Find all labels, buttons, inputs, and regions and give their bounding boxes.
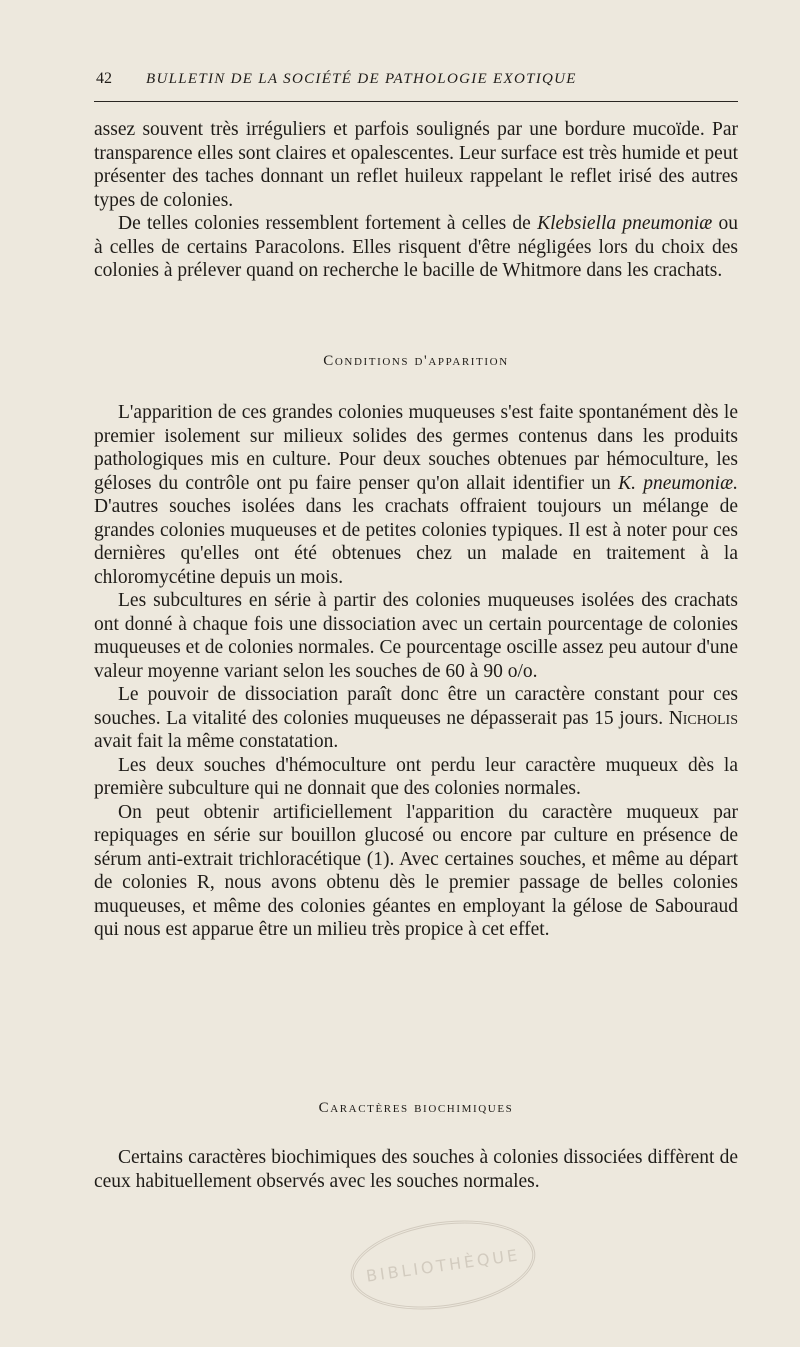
paragraph: Les subcultures en série à partir des colonies muqueuses isolées des crachats ont donné à chaque fois une dissociation avec un certain pourcentage de colonies muqueuses et de colonies normales. Ce pourcentage oscille assez peu autour d'une valeur moyenne variant selon les souches de 60 à 90 o/o.	[94, 590, 738, 682]
running-header	[96, 70, 738, 88]
paragraph: Certains caractères biochimiques des souches à colonies dissociées diffèrent de ceux habituellement observés avec les souches normales.	[94, 1147, 738, 1192]
page-number: 42	[96, 70, 112, 87]
species-name: Klebsiella pneumoniæ	[537, 213, 713, 234]
paragraph: Le pouvoir de dissociation paraît donc être un caractère constant pour ces souches. La vitalité des colonies muqueuses ne dépasserait pas 15 jours. Nicholis avait fait la même constatation.	[94, 684, 738, 752]
species-name: K. pneumoniæ.	[618, 472, 738, 494]
paragraph: assez souvent très irréguliers et parfois soulignés par une bordure mucoïde. Par transparence elles sont claires et opalescentes. Leur surface est très humide et peut présenter des taches donnant un reflet huileux rappelant le reflet irisé des autres types de colonies.	[94, 119, 738, 211]
paragraph: Les deux souches d'hémoculture ont perdu leur caractère muqueux dès la première subculture qui ne donnait que des colonies normales.	[94, 754, 738, 799]
journal-title: BULLETIN DE LA SOCIÉTÉ DE PATHOLOGIE EXOTIQUE	[146, 71, 577, 87]
library-stamp	[345, 1209, 541, 1320]
conditions-text	[94, 401, 738, 942]
paragraph: De telles colonies ressemblent fortement à celles de Klebsiella pneumoniæ ou à celles de certains Paracolons. Elles risquent d'être négligées lors du choix des colonies à prélever quand on recherche le bacille de Whitmore dans les crachats.	[94, 213, 739, 281]
stamp-text: BIBLIOTHÈQUE	[364, 1244, 522, 1286]
paragraph: L'apparition de ces grandes colonies muqueuses s'est faite spontanément dès le premier isolement sur milieux solides des germes contenus dans les produits pathologiques mis en culture. Pour deux souches obtenues par hémoculture, les géloses du contrôle ont pu faire penser qu'on allait identifier un K. pneumoniæ. D'autres souches isolées dans les crachats offraient toujours un mélange de grandes colonies muqueuses et de petites colonies typiques. Il est à noter pour ces dernières qu'elles ont été obtenues chez un malade en traitement à la chloromycétine depuis un mois.	[94, 402, 738, 588]
continuation-text	[94, 118, 738, 283]
paragraph: On peut obtenir artificiellement l'apparition du caractère muqueux par repiquages en série sur bouillon glucosé ou encore par culture en présence de sérum anti-extrait trichloracétique (1). Avec certaines souches, et même au départ de colonies R, nous avons obtenu dès le premier passage de belles colonies muqueuses, et même des colonies géantes en employant la gélose de Sabouraud qui nous est apparue être un milieu très propice à cet effet.	[94, 801, 738, 940]
section-heading-conditions: Conditions d'apparition	[323, 353, 509, 369]
header-rule	[94, 101, 738, 102]
biochem-text	[94, 1146, 738, 1193]
section-heading-biochem: Caractères biochimiques	[318, 1100, 514, 1116]
author-name: Nicholis	[668, 707, 738, 729]
